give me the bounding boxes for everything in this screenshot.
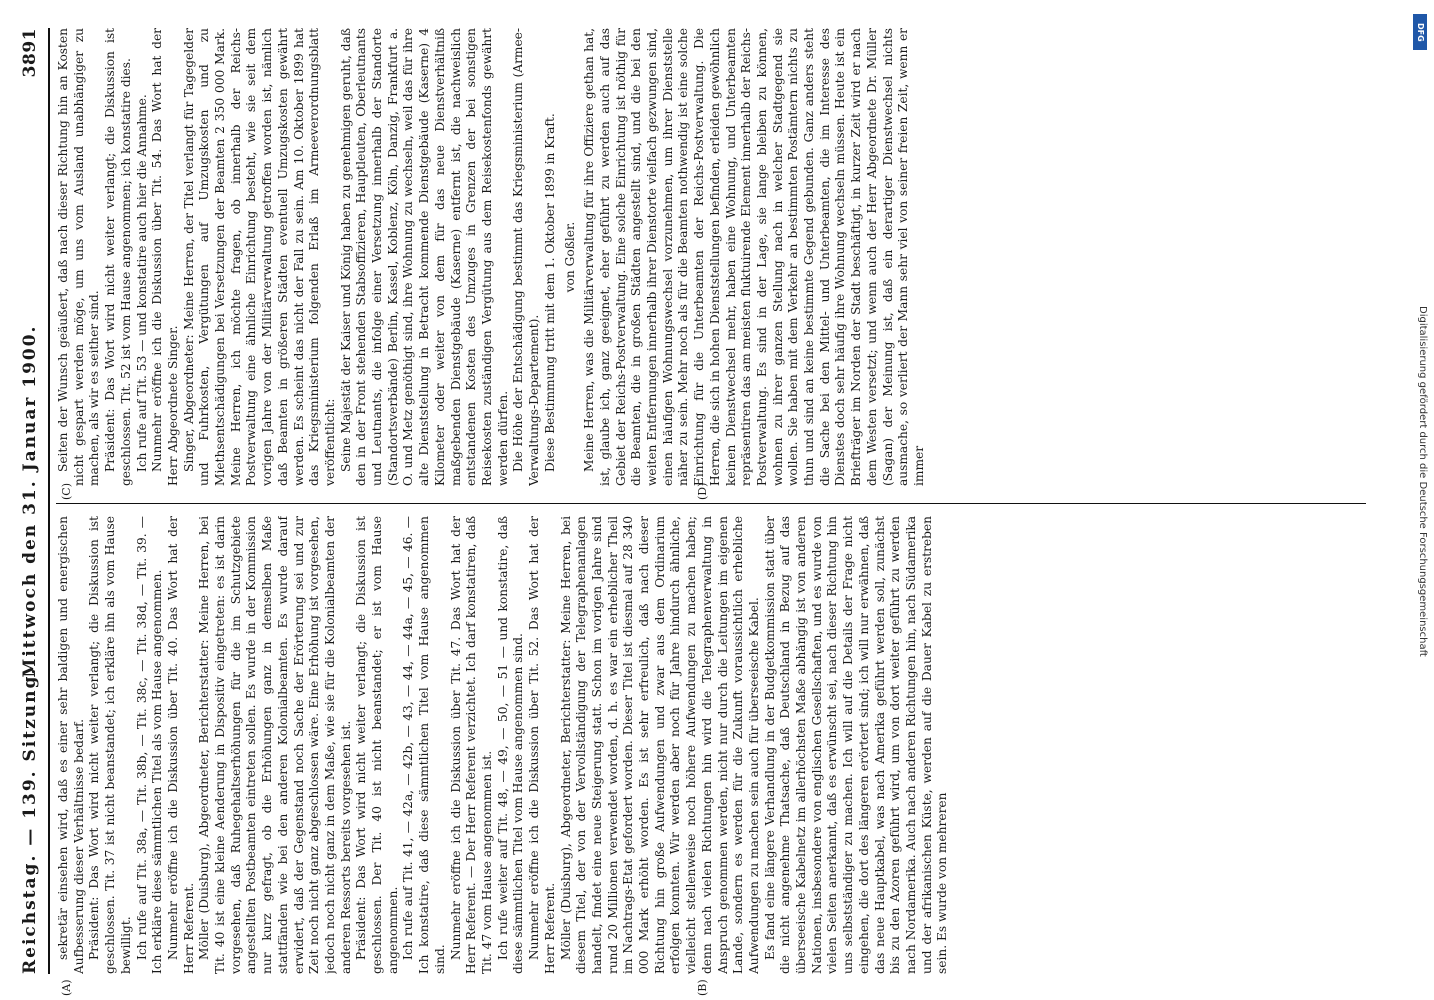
right-paragraph: Ich rufe auf Tit. 53 — und konstatire auch hier die Annahme.: [134, 94, 149, 472]
left-paragraph: sekretär einsehen wird, daß es einer sehr baldigen und energischen Aufbesserung dieser Verhältnisse bedarf.: [56, 516, 86, 974]
credit-text: Digitalisierung gefördert durch die Deutsche Forschungsgemeinschaft: [1417, 306, 1428, 657]
header-center: Mittwoch den 31. Januar 1900.: [20, 324, 40, 678]
right-column: [56, 28, 1366, 486]
left-paragraph: Ich rufe auf Tit. 38a, — Tit. 38b, — Tit. 38c, — Tit. 38d, — Tit. 39. — Ich erkläre diese sämmtlichen Titel als vom Hause angenommen.: [134, 516, 165, 974]
left-paragraph: Nunmehr eröffne ich die Diskussion über Tit. 47. Das Wort hat der Herr Referent. — Der Herr Referent verzichtet. Ich darf konstatiren, daß Tit. 47 vom Hause angenommen ist.: [448, 516, 494, 974]
marker-b: (B): [696, 979, 709, 996]
left-paragraph: Präsident: Das Wort wird nicht weiter verlangt; die Diskussion ist geschlossen. Der Tit. 40 ist nicht beanstandet; er ist vom Hause angenommen.: [354, 516, 400, 974]
marker-a: (A): [60, 979, 73, 996]
right-paragraph: Meine Herren, was die Militärverwaltung für ihre Offiziere gethan hat, ist, glaube ich, ganz geeignet, eher geführt zu werden auch auf das Gebiet der Reichs-Postverwaltung. Eine solche Einrichtung ist nöthig für die Beamten, die in großen Städten angestellt sind, und die bei den weiten Entfernungen innerhalb ihrer Dienstorte vielfach gezwungen sind, einen häufigen Wohnungswechsel vorzunehmen, um ihrer Dienststelle näher zu sein. Mehr noch als für die Beamten nothwendig ist eine solche Einrichtung für die Unterbeamten der Reichs-Postverwaltung. Die Herren, die sich in hohen Dienststellungen befinden, erleiden gewöhnlich keinen Dienstwechsel mehr, haben eine Wohnung, und Unterbeamten repräsentiren das am meisten fluktuirende Element innerhalb der Reichs-Postverwaltung. Es sind in der Lage, sie lange bleiben zu können, wohnen zu ihrer ganzen Stellung nach in welcher Stadtgegend sie wollen. Sie haben mit dem Verkehr an bestimmten Postämtern nichts zu thun und sind an keine bestimmte Gegend gebunden. Ganz anders steht die Sache bei den Mittel- und Unterbeamten, die im Interesse des Dienstes doch sehr häufig ihre Wohnung wechseln müssen. Heute ist ein Briefträger im Norden der Stadt beschäftigt, in kurzer Zeit wird er nach dem Westen versetzt; und wenn auch der Herr Abgeordnete Dr. Müller (Sagan) der Meinung ist, daß ein derartiger Dienstwechsel nichts ausmache, so verliert der Mann sehr viel von seiner freien Zeit, wenn er immer: [582, 28, 926, 486]
left-paragraph: Ich rufe auf Tit. 41, — 42a, — 42b, — 43, — 44, — 44a, — 45, — 46. — Ich konstatire, daß diese sämmtlichen Titel vom Hause angenommen sind.: [401, 516, 447, 974]
digitization-credit: [1412, 6, 1428, 994]
text-columns: [56, 28, 1366, 996]
quoted-decree: Seine Majestät der Kaiser und König haben zu genehmigen geruht, daß den in der Front stehenden Stabsoffizieren, Hauptleuten, Oberleutnants und Leutnants, die infolge einer Versetzung innerhalb der Standorte (Standortsverbände) Berlin, Kassel, Koblenz, Köln, Danzig, Frankfurt a. O. und Metz genöthigt sind, ihre Wohnung zu wechseln, weil das für ihre alte Dienststellung in Betracht kommende Dienstgebäude (Kaserne) 4 Kilometer oder weiter von dem für das neue Dienstverhältniß maßgebenden Dienstgebäude (Kaserne) entfernt ist, die nachweislich entstandenen Kosten des Umzuges in Grenzen der bei sonstigen Reisekosten zuständigen Vergütung aus dem Reisekostenfonds gewährt werden dürfen.: [338, 28, 510, 486]
left-column: [56, 516, 1366, 974]
marker-d: (D): [696, 482, 709, 500]
marker-c: (C): [60, 483, 73, 500]
left-paragraph: Nunmehr eröffne ich die Diskussion über Tit. 40. Das Wort hat der Herr Referent.: [165, 516, 196, 974]
page-number: 3891: [20, 28, 40, 78]
column-divider: [56, 503, 1366, 504]
quoted-decree: Die Höhe der Entschädigung bestimmt das Kriegsministerium (Armee-Verwaltungs-Departement).: [511, 28, 542, 486]
right-paragraph: Singer, Abgeordneter: Meine Herren, der Titel verlangt für Tagegelder und Fuhrkosten, Vergütungen auf Umzugskosten und zu Miethsentschädigungen bei Versetzungen der Beamten 2 350 000 Mark. Meine Herren, ich möchte fragen, ob innerhalb der Reichs-Postverwaltung eine ähnliche Einrichtung besteht, wie sie seit dem vorigen Jahre von der Militärverwaltung getroffen worden ist, nämlich daß Beamten in größeren Städten eventuell Umzugskosten gewährt werden. Es scheint das nicht der Fall zu sein. Am 10. Oktober 1899 hat das Kriegsministerium folgenden Erlaß im Armeeverordnungsblatt veröffentlicht:: [181, 28, 337, 486]
right-paragraph: Seiten der Wunsch geäußert, daß nach dieser Richtung hin an Kosten nicht gespart werden möge, um uns vom Ausland unabhängiger zu machen, als wir es seither sind.: [56, 28, 102, 486]
left-paragraph: Möller (Duisburg), Abgeordneter, Berichterstatter: Meine Herren, bei diesem Titel, der von der Vervollständigung der Telegraphenanlagen handelt, findet eine neue Steigerung statt. Schon im vorigen Jahre sind rund 20 Millionen verwendet worden, d. h. es war ein erheblicher Theil im Nachtrags-Etat gefordert worden. Dieser Titel ist diesmal auf 28 340 000 Mark erhöht worden. Es ist sehr erfreulich, daß nach dieser Richtung hin große Aufwendungen und zwar aus dem Ordinarium erfolgen konnten. Wir werden aber noch für Jahre hindurch ähnliche, vielleicht stellenweise noch höhere Aufwendungen zu machen haben; denn nach vielen Richtungen hin wird die Telegraphenverwaltung in Anspruch genommen werden, nicht nur durch die Leitungen im eigenen Lande, sondern es werden für die Zukunft voraussichtlich erhebliche Aufwendungen zu machen sein auch für überseeische Kabel.: [558, 516, 761, 974]
left-paragraph: Nunmehr eröffne ich die Diskussion über Tit. 52. Das Wort hat der Herr Referent.: [527, 516, 557, 974]
quoted-decree: Diese Bestimmung tritt mit dem 1. Oktober 1899 in Kraft.: [542, 113, 557, 472]
dfg-logo: DFG: [1413, 14, 1427, 50]
page-header: [14, 28, 50, 974]
decree-signature: von Goßler.: [562, 221, 577, 293]
left-paragraph: Möller (Duisburg), Abgeordneter, Berichterstatter: Meine Herren, bei Tit. 40 ist eine kleine Aenderung in Dispositiv eingetreten: es ist darin vorgesehen, daß Ruhegehaltserhöhungen für die im Schutzgebiete angestellten Postbeamten eintreten sollen. Es wurde in der Kommission nur kurz gefragt, ob die Erhöhungen ganz in demselben Maße stattfänden wie bei den anderen Kolonialbeamten. Es wurde darauf erwidert, daß der Gegenstand noch Sache der Erörterung sei und zur Zeit noch nicht ganz abgeschlossen wäre. Eine Erhöhung ist vorgesehen, jedoch noch nicht ganz in dem Maße, wie sie für die Kolonialbeamten der anderen Ressorts bereits vorgesehen ist.: [197, 516, 353, 974]
right-paragraph: Nunmehr eröffne ich die Diskussion über Tit. 54. Das Wort hat der Herr Abgeordnete Singer.: [150, 28, 180, 486]
header-left: Reichstag. — 139. Sitzung.: [20, 666, 40, 974]
left-paragraph: Es fand eine längere Verhandlung in der Budgetkommission statt über die nicht angenehme Thatsache, daß Deutschland in Bezug auf das überseeische Kabelnetz im allerhöchsten Maße abhängig ist von anderen Nationen, insbesondere von englischen Gesellschaften, und es wurde von vielen Seiten anerkannt, daß es erwünscht sei, nach dieser Richtung hin uns selbstständiger zu machen. Ich will auf die Details der Frage nicht eingehen, die dort des längeren erörtert sind; ich will nur erwähnen, daß das neue Hauptkabel, was nach Amerika geführt werden soll, zunächst bis zu den Azoren geführt wird, um von dort weiter geführt zu werden nach Nordamerika. Auch nach anderen Richtungen hin, nach Südamerika und der afrikanischen Küste, werden auf die Dauer Kabel zu erstreben sein. Es wurde von mehreren: [762, 516, 950, 974]
left-paragraph: Ich rufe weiter auf Tit. 48, — 49, — 50, — 51 — und konstatire, daß diese sämmtlichen Titel vom Hause angenommen sind.: [495, 516, 526, 974]
right-paragraph: Präsident: Das Wort wird nicht weiter verlangt; die Diskussion ist geschlossen. Tit. 52 ist vom Hause angenommen; ich konstatire dies.: [103, 28, 133, 486]
left-paragraph: Präsident: Das Wort wird nicht weiter verlangt; die Diskussion ist geschlossen. Tit. 37 ist nicht beanstandet; ich erkläre ihn als vom Hause bewilligt.: [87, 516, 133, 974]
